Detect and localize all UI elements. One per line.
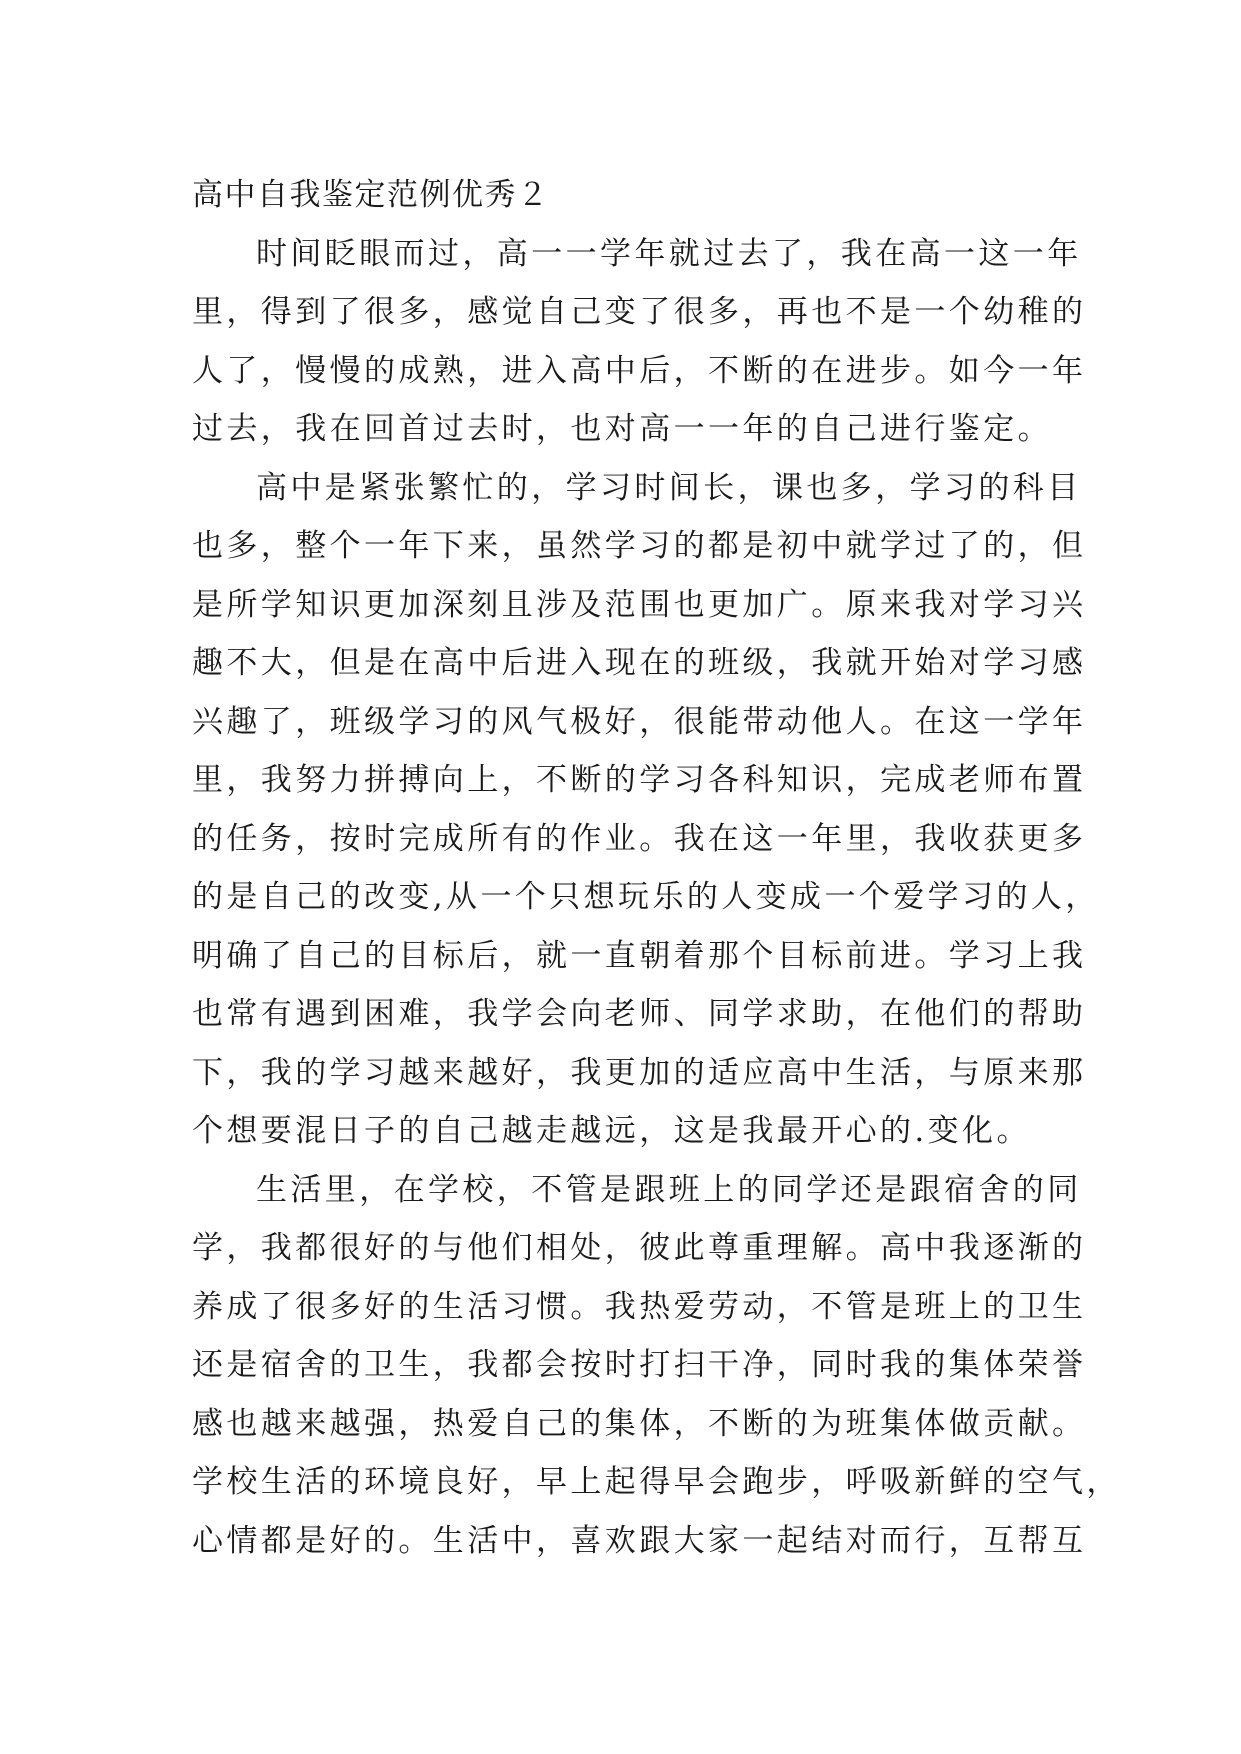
paragraph-line: 生活里，在学校，不管是跟班上的同学还是跟宿舍的同 bbox=[256, 1171, 1082, 1208]
paragraph-line: 也常有遇到困难，我学会向老师、同学求助，在他们的帮助 bbox=[192, 996, 1087, 1032]
paragraph-line: 时间眨眼而过，高一一学年就过去了，我在高一这一年 bbox=[256, 235, 1082, 272]
paragraph-line: 的是自己的改变,从一个只想玩乐的人变成一个爱学习的人， bbox=[192, 879, 1100, 915]
paragraph-line: 还是宿舍的卫生，我都会按时打扫干净，同时我的集体荣誉 bbox=[192, 1347, 1087, 1383]
paragraph-line: 高中是紧张繁忙的，学习时间长，课也多，学习的科目 bbox=[256, 469, 1082, 506]
document-body bbox=[192, 166, 1121, 1570]
paragraph-line: 养成了很多好的生活习惯。我热爱劳动，不管是班上的卫生 bbox=[192, 1288, 1087, 1325]
paragraph-line: 学校生活的环境良好，早上起得早会跑步，呼吸新鲜的空气， bbox=[192, 1464, 1121, 1500]
paragraph-line: 趣不大，但是在高中后进入现在的班级，我就开始对学习感 bbox=[192, 645, 1087, 681]
paragraph-line: 个想要混日子的自己越走越远，这是我最开心的.变化。 bbox=[192, 1113, 1031, 1149]
paragraph-line: 里，得到了很多，感觉自己变了很多，再也不是一个幼稚的 bbox=[192, 294, 1087, 330]
paragraph-line: 感也越来越强，热爱自己的集体，不断的为班集体做贡献。 bbox=[192, 1405, 1087, 1442]
paragraph-line: 学，我都很好的与他们相处，彼此尊重理解。高中我逐渐的 bbox=[192, 1230, 1087, 1266]
paragraph-line: 过去，我在回首过去时，也对高一一年的自己进行鉴定。 bbox=[192, 411, 1052, 447]
paragraph-line: 人了，慢慢的成熟，进入高中后，不断的在进步。如今一年 bbox=[192, 352, 1087, 389]
paragraph-line: 明确了自己的目标后，就一直朝着那个目标前进。学习上我 bbox=[192, 937, 1087, 974]
paragraph-line: 的任务，按时完成所有的作业。我在这一年里，我收获更多 bbox=[192, 820, 1087, 857]
paragraph-line: 心情都是好的。生活中，喜欢跟大家一起结对而行，互帮互 bbox=[192, 1522, 1087, 1559]
paragraph-line: 里，我努力拼搏向上，不断的学习各科知识，完成老师布置 bbox=[192, 762, 1087, 798]
paragraph-line: 下，我的学习越来越好，我更加的适应高中生活，与原来那 bbox=[192, 1054, 1087, 1091]
paragraph-line: 兴趣了，班级学习的风气极好，很能带动他人。在这一学年 bbox=[192, 703, 1087, 740]
paragraph-line: 是所学知识更加深刻且涉及范围也更加广。原来我对学习兴 bbox=[192, 586, 1087, 623]
document-title: 高中自我鉴定范例优秀２ bbox=[192, 177, 550, 213]
paragraph-line: 也多，整个一年下来，虽然学习的都是初中就学过了的，但 bbox=[192, 528, 1087, 564]
